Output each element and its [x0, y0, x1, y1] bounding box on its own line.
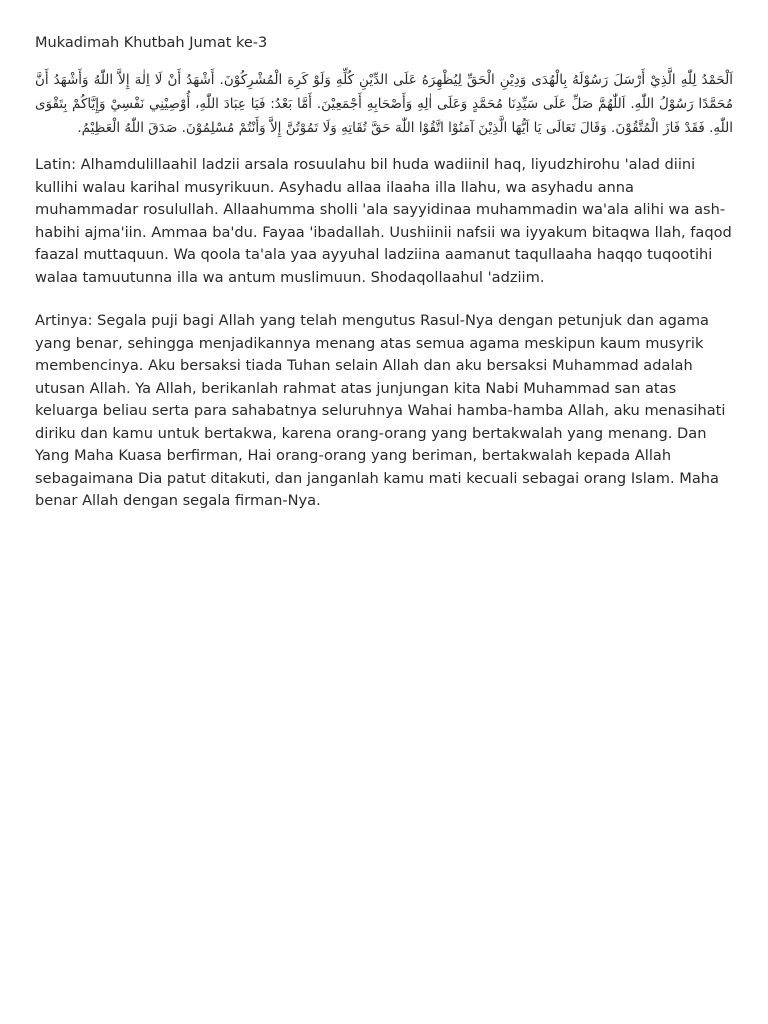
translation-paragraph: Artinya: Segala puji bagi Allah yang telah mengutus Rasul-Nya dengan petunjuk dan agama yang benar, sehingga menjadikannya menang atas semua agama meskipun kaum musyrik membencinya. Aku bersaksi tiada Tuhan selain Allah dan aku bersaksi Muhammad adalah utusan Allah. Ya Allah, berikanlah rahmat atas junjungan kita Nabi Muhammad san atas keluarga beliau serta para sahabatnya seluruhnya Wahai hamba-hamba Allah, aku menasihati diriku dan kamu untuk bertakwa, karena orang-orang yang bertakwalah yang menang. Dan Yang Maha Kuasa berfirman, Hai orang-orang yang beriman, bertakwalah kepada Allah sebagaimana Dia patut ditakuti, dan janganlah kamu mati kecuali sebagai orang Islam. Maha benar Allah dengan segala firman-Nya. [35, 312, 726, 509]
arabic-text-paragraph: اَلْحَمْدُ لِلّٰهِ الَّذِيْ أَرْسَلَ رَسُوْلَهُ بِالْهُدَى وَدِيْنِ الْحَقِّ لِيُظْهِرَهُ عَلَى الدِّيْنِ كُلِّهِ وَلَوْ كَرِهَ الْمُشْرِكُوْنَ. أَشْهَدُ أَنْ لَا اِلٰهَ إِلاَّ اللّٰهُ وَأَشْهَدُ أَنَّ مُحَمَّدًا رَسُوْلُ اللّٰهِ. اَللّٰهُمَّ صَلِّ عَلَى سَيِّدِنَا مُحَمَّدٍ وَعَلَى اٰلِهِ وَأَصْحَابِهِ أَجْمَعِيْنَ. أَمَّا بَعْدُ: فَيَا عِبَادَ اللّٰهِ، أُوْصِيْنِي نَفْسِيْ وَإِيَّاكُمْ بِتَقْوَى اللّٰهِ. فَقَدْ فَازَ الْمُتَّقُوْنَ. وَقَالَ تَعَالَى يَا اَيُّهَا الَّذِيْنَ آمَنُوْا اتَّقُوْا اللّٰهَ حَقَّ تُقَاتِهِ وَلَا تَمُوْتُنَّ إِلاَّ وَأَنْتُمْ مُسْلِمُوْنَ. صَدَقَ اللّٰهُ الْعَظِيْمُ. [35, 72, 733, 136]
document-title: Mukadimah Khutbah Jumat ke-3 [35, 35, 268, 51]
latin-transliteration-paragraph: Latin: Alhamdulillaahil ladzii arsala rosuulahu bil huda wadiinil haq, liyudzhirohu 'alad diini kullihi walau karihal musyrikuun. Asyhadu allaa ilaaha illa llahu, wa asyhadu anna muhammadar rosulullah. Allaahumma sholli 'ala sayyidinaa muhammadin wa'ala alihi wa ash-habihi ajma'iin. Ammaa ba'du. Fayaa 'ibadallah. Uushiinii nafsii wa iyyakum bitaqwa llah, faqod faazal muttaquun. Wa qoola ta'ala yaa ayyuhal ladziina aamanut taqullaaha haqqo tuqootihi walaa tamuutunna illa wa antum muslimuun. Shodaqollaahul 'adziim. [35, 156, 732, 286]
